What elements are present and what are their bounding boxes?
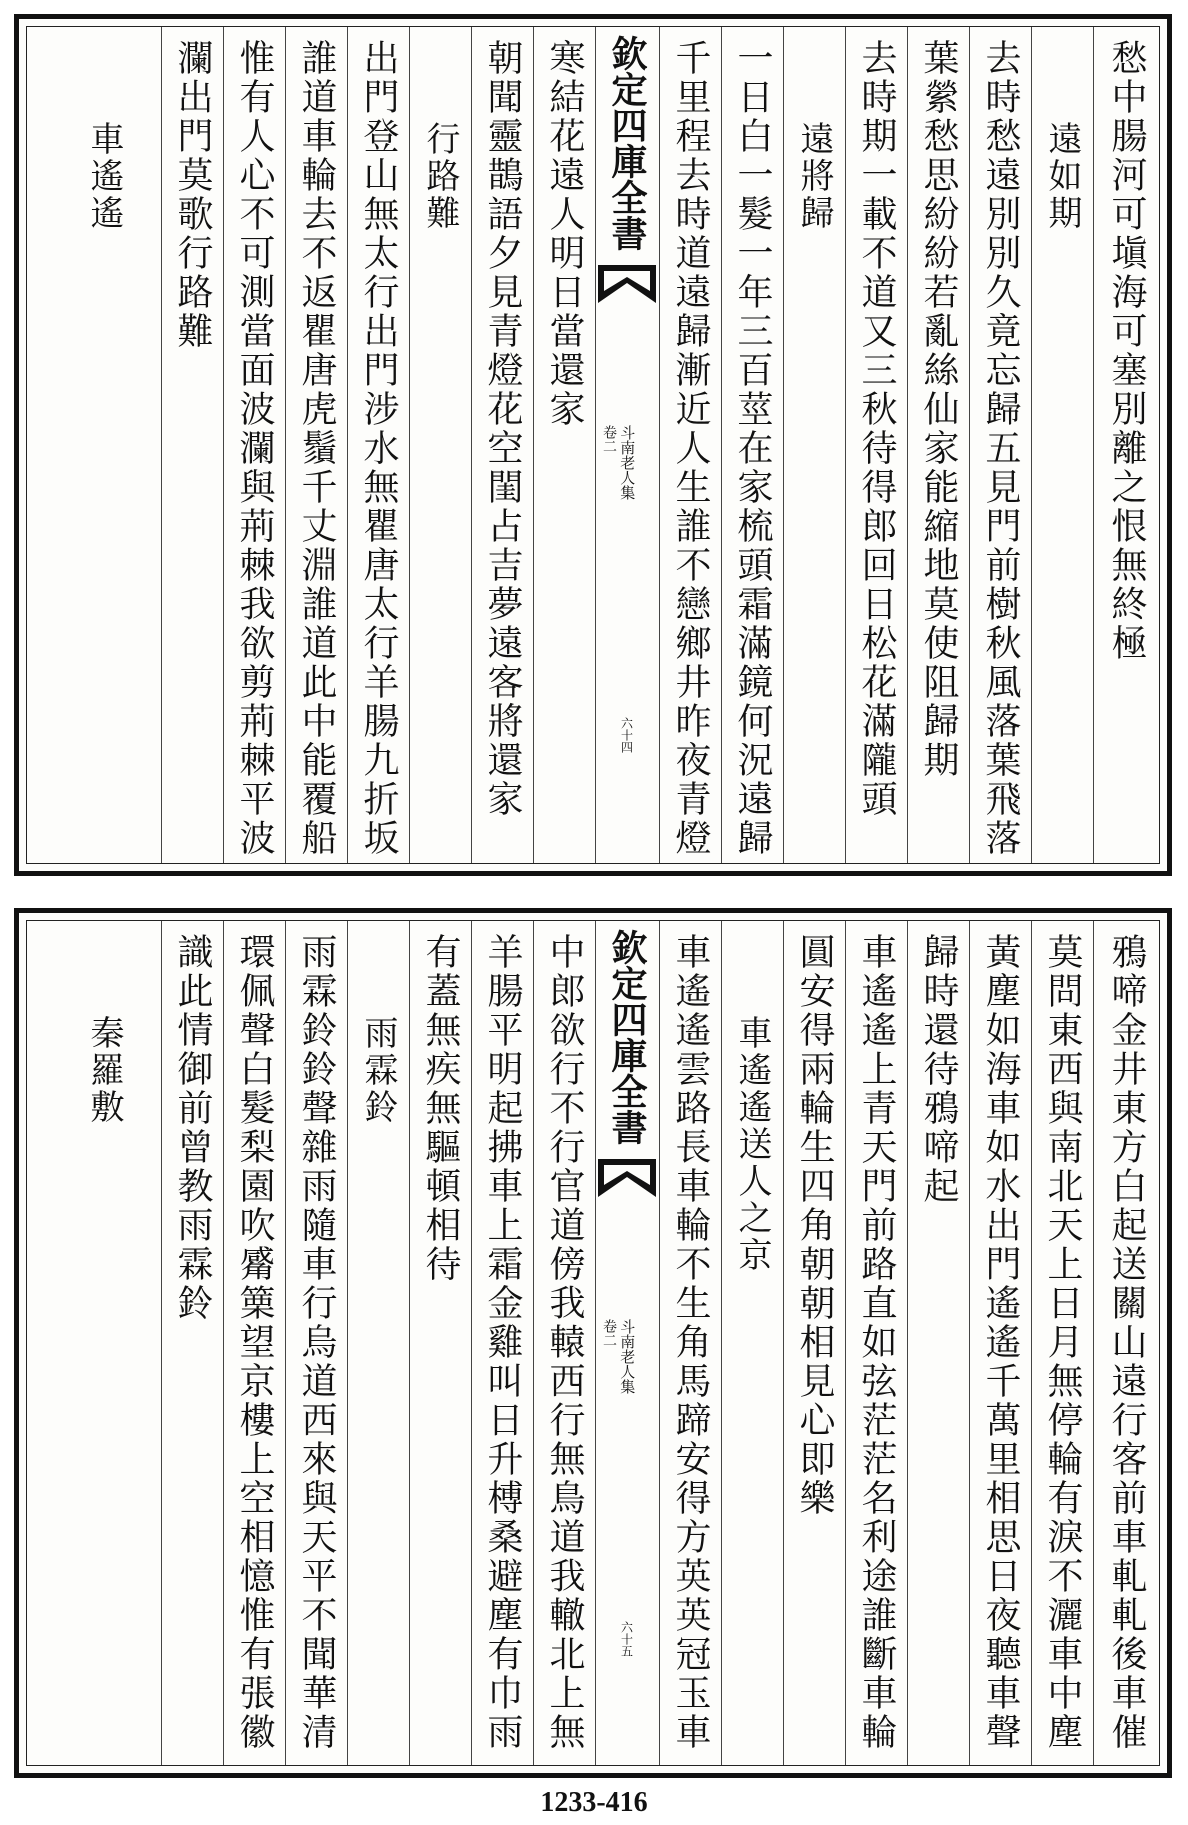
center-banner [595, 27, 659, 863]
banner-title: 欽定四庫全書 [606, 35, 648, 251]
column-rule [969, 921, 970, 1765]
fish-tail-mark-icon [598, 1159, 656, 1197]
column-rule [595, 27, 596, 863]
column-rule [223, 921, 224, 1765]
text-column: 歸時還待鴉啼起 [918, 933, 959, 1206]
text-column: 有蓋無疾無驅頓相待 [420, 933, 461, 1284]
text-column: 中郎欲行不行官道傍我轅西行無鳥道我轍北上無 [544, 933, 585, 1752]
column-rule [409, 921, 410, 1765]
bottom-page-frame [26, 920, 1160, 1766]
column-rule [659, 27, 660, 863]
banner-book-title: 斗南老人集 [618, 425, 637, 500]
column-rule [533, 921, 534, 1765]
text-column: 一日白一髮一年三百莖在家梳頭霜滿鏡何況遠歸 [732, 39, 773, 858]
text-column: 瀾出門莫歌行路難 [172, 39, 213, 351]
text-column: 惟有人心不可測當面波瀾與荊棘我欲剪荊棘平波 [234, 39, 275, 858]
column-rule [969, 27, 970, 863]
bottom-page [14, 908, 1172, 1778]
center-banner [595, 921, 659, 1765]
text-column: 識此情御前曾教雨霖鈴 [172, 933, 213, 1323]
text-column: 遠如期 [1042, 121, 1082, 232]
column-rule [1031, 27, 1032, 863]
page-footer-number: 1233-416 [540, 1787, 648, 1818]
text-column: 車遙遙送人之京 [732, 1015, 772, 1274]
column-rule [533, 27, 534, 863]
banner-title: 欽定四庫全書 [606, 929, 648, 1145]
fish-tail-mark-icon [598, 265, 656, 303]
text-column: 環佩聲白髮梨園吹觱篥望京樓上空相憶惟有張徽 [234, 933, 275, 1752]
top-page [14, 14, 1172, 876]
text-column: 羊腸平明起拂車上霜金雞叫日升榑桑避塵有巾雨 [482, 933, 523, 1752]
column-rule [907, 921, 908, 1765]
column-rule [783, 921, 784, 1765]
text-column: 出門登山無太行出門涉水無瞿唐太行羊腸九折坂 [358, 39, 399, 858]
banner-juan: 卷二 [601, 425, 617, 453]
text-column: 遠將歸 [794, 121, 834, 232]
text-column: 圓安得兩輪生四角朝朝相見心即樂 [794, 933, 835, 1518]
column-rule [161, 27, 162, 863]
text-column: 雨霖鈴 [358, 1015, 398, 1126]
text-column: 誰道車輪去不返瞿唐虎鬚千丈淵誰道此中能覆船 [296, 39, 337, 858]
text-column: 雨霖鈴鈴聲雜雨隨車行烏道西來與天平不聞華清 [296, 933, 337, 1752]
column-rule [721, 27, 722, 863]
text-column: 去時愁遠別別久竟忘歸五見門前樹秋風落葉飛落 [980, 39, 1021, 858]
column-rule [285, 921, 286, 1765]
text-column: 車遙遙 [84, 121, 124, 232]
column-rule [659, 921, 660, 1765]
text-column: 朝聞靈鵲語夕見青燈花空閨占吉夢遠客將還家 [482, 39, 523, 819]
text-column: 黃塵如海車如水出門遙遙千萬里相思日夜聽車聲 [980, 933, 1021, 1752]
column-rule [285, 27, 286, 863]
column-rule [223, 27, 224, 863]
column-rule [783, 27, 784, 863]
text-column: 車遙遙雲路長車輪不生角馬蹄安得方英英冠玉車 [670, 933, 711, 1752]
banner-book-title: 斗南老人集 [618, 1319, 637, 1394]
column-rule [907, 27, 908, 863]
column-rule [1031, 921, 1032, 1765]
top-page-frame [26, 26, 1160, 864]
text-column: 車遙遙上青天門前路直如弦茫茫名利途誰斷車輪 [856, 933, 897, 1752]
column-rule [1093, 921, 1094, 1765]
banner-page-number: 六十四 [619, 717, 634, 753]
text-column: 葉縈愁思紛紛若亂絲仙家能縮地莫使阻歸期 [918, 39, 959, 780]
column-rule [347, 921, 348, 1765]
text-column: 寒結花遠人明日當還家 [544, 39, 585, 429]
column-rule [595, 921, 596, 1765]
text-column: 莫問東西與南北天上日月無停輪有淚不灑車中塵 [1042, 933, 1083, 1752]
text-column: 行路難 [420, 121, 460, 232]
text-column: 秦羅敷 [84, 1015, 124, 1126]
column-rule [409, 27, 410, 863]
column-rule [845, 921, 846, 1765]
text-column: 去時期一載不道又三秋待得郎回日松花滿隴頭 [856, 39, 897, 819]
column-rule [347, 27, 348, 863]
banner-page-number: 六十五 [619, 1621, 634, 1657]
banner-juan: 卷二 [601, 1319, 617, 1347]
column-rule [721, 921, 722, 1765]
text-column: 鴉啼金井東方白起送關山遠行客前車軋軋後車催 [1106, 933, 1147, 1752]
column-rule [845, 27, 846, 863]
column-rule [471, 27, 472, 863]
column-rule [471, 921, 472, 1765]
text-column: 千里程去時道遠歸漸近人生誰不戀鄉井昨夜青燈 [670, 39, 711, 858]
column-rule [1093, 27, 1094, 863]
column-rule [161, 921, 162, 1765]
text-column: 愁中腸河可塡海可塞別離之恨無終極 [1106, 39, 1147, 663]
